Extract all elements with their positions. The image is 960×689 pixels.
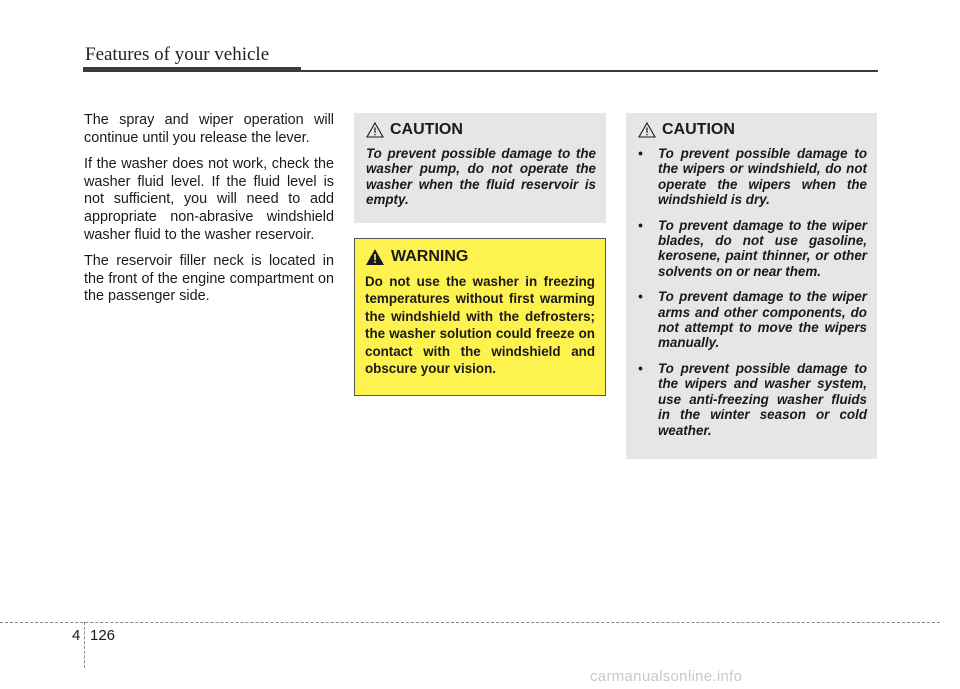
bullet-icon: • [638, 217, 643, 233]
watermark: carmanualsonline.info [590, 668, 743, 685]
caution-box-washer-pump [354, 113, 606, 223]
header-rule [83, 70, 878, 72]
body-text-column [84, 112, 334, 315]
warning-text: Do not use the washer in freezing temperatures without first warming the windshield with the defrosters; the washer solution could freeze on contact with the windshield and obscure your vision. [365, 274, 595, 377]
list-item: • To prevent damage to the wiper blades, do not use gasoline, kerosene, paint thinner, or other solvents on or near them. [638, 217, 867, 279]
caution-heading [366, 121, 596, 139]
caution-bullet-list [638, 146, 867, 438]
caution-title: CAUTION [390, 121, 463, 138]
warning-triangle-filled-icon [365, 248, 385, 266]
warning-heading [365, 248, 595, 266]
bullet-icon: • [638, 360, 643, 376]
warning-box-freezing [354, 238, 606, 396]
list-item: • To prevent possible damage to the wipers or windshield, do not operate the wipers when the windshield is dry. [638, 146, 867, 208]
caution-title: CAUTION [662, 121, 735, 138]
page-number: 126 [90, 627, 116, 644]
chapter-number: 4 [72, 627, 81, 644]
page-header-title: Features of your vehicle [85, 44, 270, 65]
body-paragraph: The spray and wiper operation will continue until you release the lever. [84, 112, 334, 146]
warning-title: WARNING [391, 248, 469, 265]
bullet-icon: • [638, 146, 643, 161]
bullet-icon: • [638, 289, 643, 305]
body-paragraph: The reservoir filler neck is located in the front of the engine compartment on the passenger side. [84, 253, 334, 305]
footer-rule [0, 622, 940, 623]
caution-heading [638, 121, 867, 139]
warning-triangle-outline-icon [366, 122, 384, 138]
list-item: • To prevent damage to the wiper arms and other components, do not attempt to move the wipers manually. [638, 289, 867, 351]
caution-box-wipers [626, 113, 877, 459]
list-item: • To prevent possible damage to the wipers and washer system, use anti-freezing washer fluids in the winter season or cold weather. [638, 360, 867, 438]
body-paragraph: If the washer does not work, check the washer fluid level. If the fluid level is not sufficient, you will need to add appropriate non-abrasive windshield washer fluid to the washer reservoir. [84, 156, 334, 243]
caution-text: To prevent possible damage to the washer pump, do not operate the washer when the fluid reservoir is empty. [366, 146, 596, 208]
warning-triangle-outline-icon [638, 122, 656, 138]
footer-divider [84, 622, 85, 668]
